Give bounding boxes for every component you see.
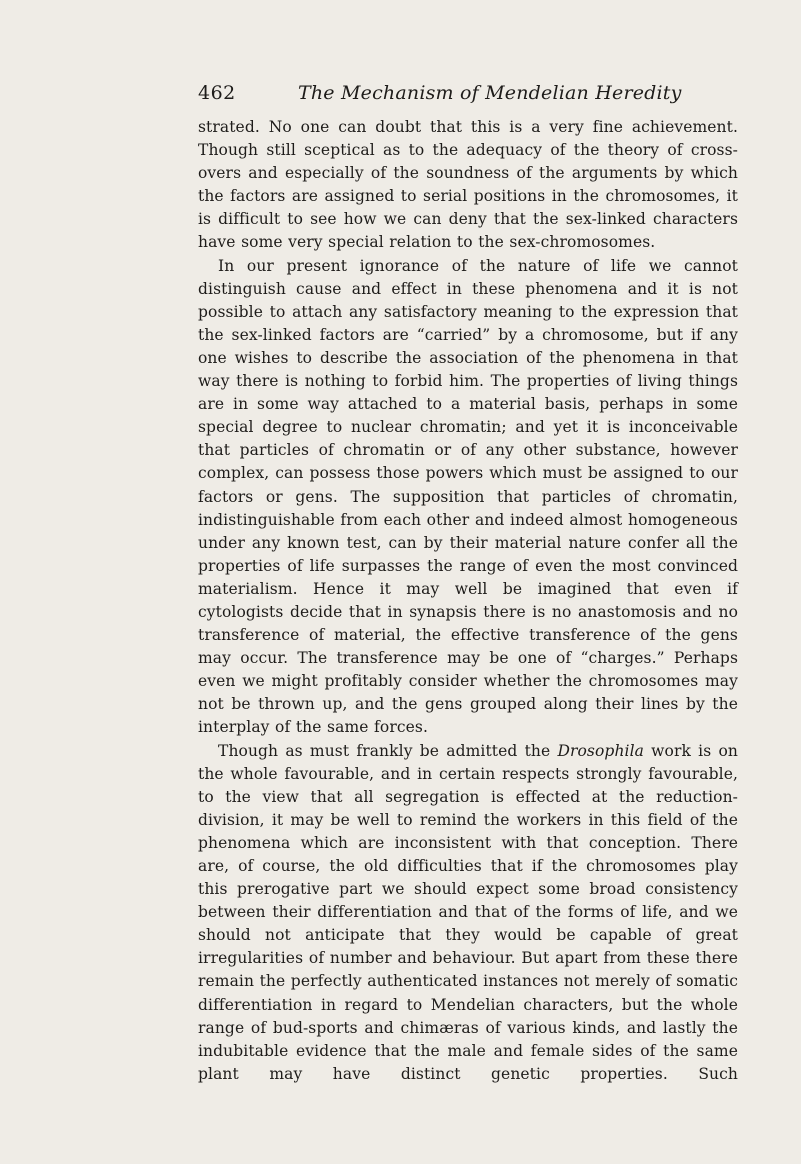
paragraph-3 xyxy=(198,740,738,1086)
paragraph-1: strated. No one can doubt that this is a very fine achievement. Though still sceptical as to the adequacy of the theory of cross-overs and especially of the soundness of the arguments by which the factors are assigned to serial positions in the chromosomes, it is difficult to see how we can deny that the sex-linked characters have some very special relation to the sex-chromosomes. xyxy=(198,118,738,252)
running-title: The Mechanism of Mendelian Heredity xyxy=(298,82,682,104)
paragraph-3-text-after: work is on the whole favourable, and in certain respects strongly favourable, to the view that all segregation is effected at the reduction-division, it may be well to remind the workers in this field of the phenomena which are inconsistent with that conception. There are, of course, the old difficulties that if the chromosomes play this prerogative part we should expect some broad consistency between their differentiation and that of the forms of life, and we should not anticipate that they would be capable of great irregularities of number and behaviour. But apart from these there remain the perfectly authenticated instances not merely of somatic differentiation in regard to Mendelian characters, but the whole range of bud-sports and chimæras of various kinds, and lastly the indubitable evidence that the male and female sides of the same plant may have distinct genetic properties. Such xyxy=(198,741,738,1083)
page-number: 462 xyxy=(198,82,236,104)
paragraph-3-italic-term: Drosophila xyxy=(557,741,644,760)
body-text xyxy=(198,116,738,1086)
paragraph-3-text-before: Though as must frankly be admitted the xyxy=(218,741,558,760)
paragraph-2: In our present ignorance of the nature of life we cannot distinguish cause and effect in these phenomena and it is not possible to attach any satisfactory meaning to the expression that the sex-linked factors are “carried” by a chromosome, but if any one wishes to describe the association of the phenomena in that way there is nothing to forbid him. The properties of living things are in some way attached to a material basis, perhaps in some special degree to nuclear chromatin; and yet it is inconceivable that particles of chromatin or of any other substance, however complex, can possess those powers which must be assigned to our factors or gens. The supposition that particles of chromatin, indistinguishable from each other and indeed almost homogeneous under any known test, can by their material nature confer all the properties of life surpasses the range of even the most convinced materialism. Hence it may well be imagined that even if cytologists decide that in synapsis there is no anastomosis and no transference of material, the effective transference of the gens may occur. The transference may be one of “charges.” Perhaps even we might profitably consider whether the chromosomes may not be thrown up, and the gens grouped along their lines by the interplay of the same forces. xyxy=(198,256,738,737)
running-head xyxy=(198,78,730,108)
